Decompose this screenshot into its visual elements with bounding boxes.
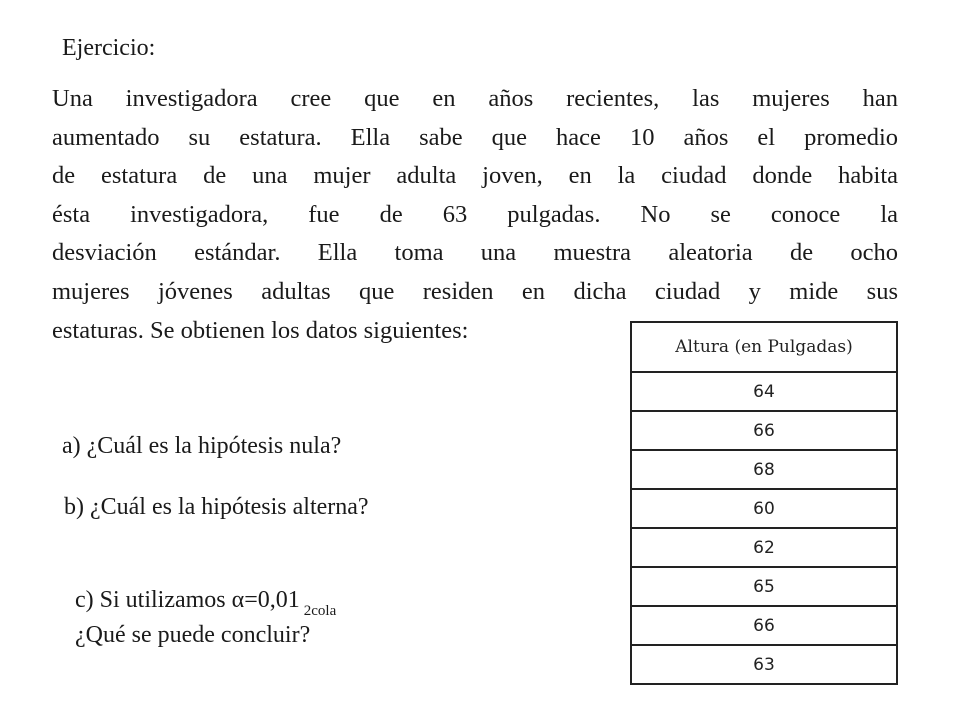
table-cell: 66 — [631, 411, 897, 450]
exercise-heading: Ejercicio: — [62, 35, 156, 61]
heights-table — [630, 321, 898, 685]
table-cell: 65 — [631, 567, 897, 606]
question-a: a) ¿Cuál es la hipótesis nula? — [62, 433, 342, 459]
table-row — [631, 372, 897, 411]
question-b: b) ¿Cuál es la hipótesis alterna? — [64, 494, 369, 520]
table-header-row — [631, 322, 897, 372]
table-cell: 63 — [631, 645, 897, 684]
table-cell: 64 — [631, 372, 897, 411]
statement-line: ésta investigadora, fue de 63 pulgadas. No se conoce la — [52, 200, 898, 228]
question-c — [75, 584, 336, 619]
table-row — [631, 450, 897, 489]
question-c-subscript: 2cola — [303, 603, 337, 619]
question-c-line2: ¿Qué se puede concluir? — [75, 622, 311, 648]
table-row — [631, 567, 897, 606]
table-row — [631, 606, 897, 645]
table-header-cell: Altura (en Pulgadas) — [631, 322, 897, 372]
statement-line: desviación estándar. Ella toma una muestra aleatoria de ocho — [52, 239, 898, 267]
table-row — [631, 489, 897, 528]
table-row — [631, 645, 897, 684]
statement-line: estaturas. Se obtienen los datos siguientes: — [52, 316, 469, 344]
table-cell: 62 — [631, 528, 897, 567]
statement-line: mujeres jóvenes adultas que residen en dicha ciudad y mide sus — [52, 277, 898, 305]
statement-line: Una investigadora cree que en años recientes, las mujeres han — [52, 85, 898, 112]
table-cell: 66 — [631, 606, 897, 645]
question-c-text: c) Si utilizamos α=0,01 — [75, 587, 300, 613]
table-cell: 60 — [631, 489, 897, 528]
statement-line: de estatura de una mujer adulta joven, en la ciudad donde habita — [52, 162, 898, 190]
statement-line: aumentado su estatura. Ella sabe que hace 10 años el promedio — [52, 123, 898, 151]
table-row — [631, 528, 897, 567]
table-cell: 68 — [631, 450, 897, 489]
problem-statement — [52, 80, 898, 350]
table-row — [631, 411, 897, 450]
